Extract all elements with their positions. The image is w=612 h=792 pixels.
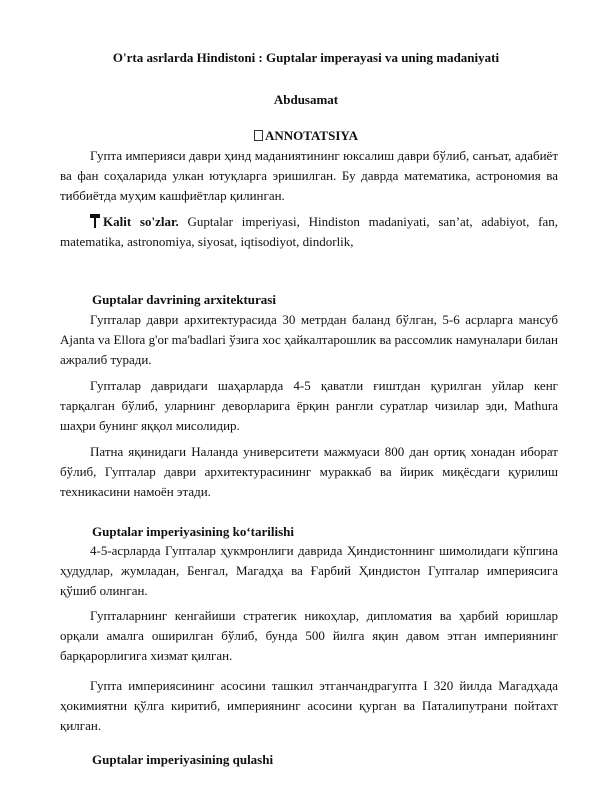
keywords-text: Guptalar imperiyasi, Hindiston madaniyati, san’at, adabiyot, fan, matematika, astronomiya, siyosat, iqtisodiyot, dindorlik, (60, 214, 558, 249)
pushpin-icon (90, 214, 100, 228)
section-heading-fall: Guptalar imperiyasining qulashi (92, 752, 274, 767)
paragraph-text: Гупталар давридаги шаҳарларда 4-5 қаватли ғиштдан қурилган уйлар кенг тарқалган бўлиб, уларнинг деворларига ёрқин рангли суратлар чизилар эди, Mathura шаҳри бунинг яққол мисолидир. (60, 378, 558, 433)
keywords-paragraph (60, 212, 558, 252)
paragraph-text: Патна яқинидаги Наланда университети мажмуаси 800 дан ортиқ хонадан иборат бўлиб, Гупталар даври архитектурасининг мураккаб ва йирик миқёсдаги қурилиш техникасини намоён этади. (60, 444, 558, 499)
author-name: Abdusamat (273, 92, 339, 107)
paragraph-text: Гупталарнинг кенгайиши стратегик никоҳлар, дипломатия ва ҳарбий юришлар орқали амалга оширилган бўлиб, бунда 500 йилга яқин давом этган империянинг барқарорлигига хизмат қилган. (60, 608, 558, 663)
paragraph-text: 4-5-асрларда Гупталар ҳукмронлиги даврида Ҳиндистоннинг шимолидаги кўпгина ҳудудлар, жумладан, Бенгал, Магадҳа ва Ғарбий Ҳиндистон Гупталар империясига қўшиб олинган. (60, 543, 558, 598)
section-rise-p2 (60, 606, 558, 666)
paragraph-text: Гупта империясининг асосини ташкил этганчандрагупта I 320 йилда Магадҳада ҳокимиятни қўлга киритиб, империянинг асосини қурган ва Паталипутрани пойтахт қилган. (60, 678, 558, 733)
section-heading-rise: Guptalar imperiyasining ko‘tarilishi (92, 524, 295, 539)
annotation-heading (0, 128, 612, 144)
paragraph-text: Гупталар даври архитектурасида 30 метрдан баланд бўлган, 5-6 асрларга мансуб Ajanta va Ellora g'or ma'badlari ўзига хос ҳайкалтарошлик ва рассомлик намуналари билан ажралиб туради. (60, 312, 558, 367)
paper-title: O'rta asrlarda Hindistoni : Guptalar imperayasi va uning madaniyati (112, 50, 500, 65)
section-rise-p3 (60, 676, 558, 736)
annotation-paragraph (60, 146, 558, 206)
section-architecture-p2 (60, 376, 558, 436)
section-architecture-p1 (60, 310, 558, 370)
annotation-heading-text: ANNOTATSIYA (265, 128, 358, 143)
annotation-text: Гупта империяси даври ҳинд маданиятининг юксалиш даври бўлиб, санъат, адабиёт ва фан соҳаларида улкан ютуқларга эришилган. Бу даврда математика, астрономия ва тиббиётда муҳим кашфиётлар қилинган. (60, 148, 558, 203)
section-rise-p1 (60, 541, 558, 601)
section-heading-architecture: Guptalar davrining arxitekturasi (92, 292, 276, 307)
section-architecture-p3 (60, 442, 558, 502)
missing-glyph-icon (254, 130, 263, 141)
keywords-label: Kalit so'zlar. (103, 214, 179, 229)
